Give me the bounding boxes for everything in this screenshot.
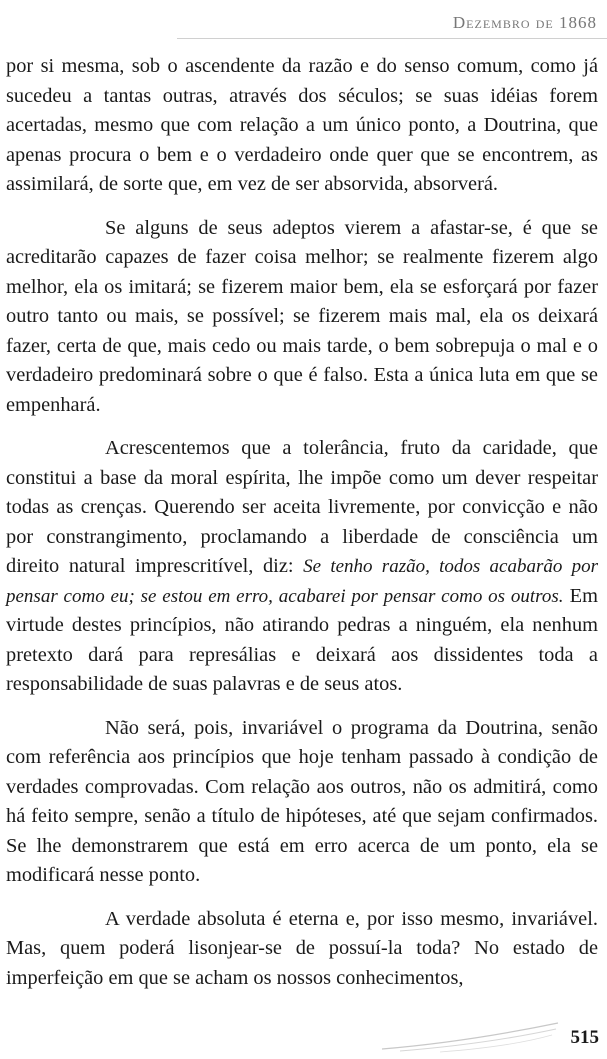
page-body <box>6 52 598 1007</box>
paragraph-4: Não será, pois, invariável o programa da Doutrina, senão com referência aos princípios que hoje tenham passado à condição de verdades comprovadas. Com relação aos outros, não os admitirá, como há feito sempre, senão a título de hipóteses, até que sejam confirmados. Se lhe demonstrarem que está em erro acerca de um ponto, ela se modificará nesse ponto. <box>6 716 598 886</box>
paragraph-3-text-before: Acrescentemos que a tolerância, fruto da caridade, que constitui a base da moral espírita, lhe impõe como um dever respeitar todas as crenças. Querendo ser aceita livremente, por convicção e não por constrangimento, proclamando a liberdade de consciência um direito natural imprescritível, diz: <box>6 437 598 577</box>
paragraph-3 <box>6 434 598 700</box>
header-rule <box>177 38 607 39</box>
footer-swoosh-ornament <box>380 1019 560 1053</box>
paragraph-5: A verdade absoluta é eterna e, por isso mesmo, invariável. Mas, quem poderá lisonjear-se de possuí-la toda? No estado de imperfeição em que se acham os nossos conhecimentos, <box>6 907 598 989</box>
paragraph-3-text-after: Em virtude destes princípios, não atirando pedras a ninguém, ela nenhum pretexto dará para represálias e deixará aos dissidentes toda a responsabilidade de suas palavras e de seus atos. <box>6 584 598 695</box>
page-number: 515 <box>570 1027 599 1048</box>
running-header: Dezembro de 1868 <box>452 13 597 32</box>
paragraph-3-italic-quote: Se tenho razão, todos acabarão por pensar como eu; se estou em erro, acabarei por pensar como os outros. <box>6 556 598 607</box>
paragraph-1: por si mesma, sob o ascendente da razão e do senso comum, como já sucedeu a tantas outras, através dos séculos; se suas idéias forem acertadas, mesmo que com relação a um único ponto, a Doutrina, que apenas procura o bem e o verdadeiro onde quer que se encontrem, as assimilará, de sorte que, em vez de ser absorvida, absorverá. <box>6 55 598 195</box>
paragraph-2: Se alguns de seus adeptos vierem a afastar-se, é que se acreditarão capazes de fazer coisa melhor; se realmente fizerem algo melhor, ela os imitará; se fizerem maior bem, ela se esforçará por fazer outro tanto ou mais, se possível; se fizerem mais mal, ela os deixará fazer, certa de que, mais cedo ou mais tarde, o bem sobrepuja o mal e o verdadeiro predominará sobre o que é falso. Esta a única luta em que se empenhará. <box>6 216 598 416</box>
